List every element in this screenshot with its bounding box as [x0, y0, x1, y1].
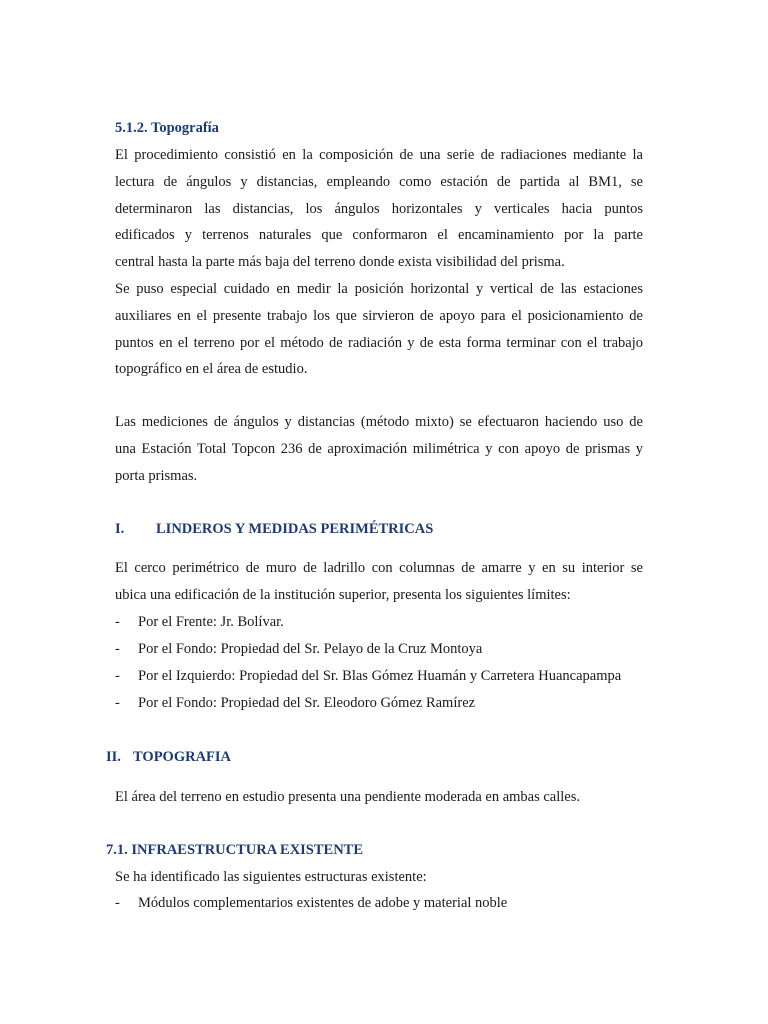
- paragraph-cerco: [115, 555, 643, 609]
- bullet-dash: -: [115, 641, 120, 657]
- bullet-dash: -: [115, 895, 120, 911]
- paragraph-line: porta prismas.: [115, 467, 198, 484]
- paragraph-estructuras: Se ha identificado las siguientes estructuras existente:: [115, 869, 427, 885]
- section-heading-linderos: [115, 520, 433, 538]
- section-title: TOPOGRAFIA: [133, 749, 232, 765]
- section-title: LINDEROS Y MEDIDAS PERIMÉTRICAS: [156, 521, 434, 537]
- list-item-text: Por el Frente: Jr. Bolívar.: [138, 614, 284, 630]
- paragraph-line: ubica una edificación de la institución superior, presenta los siguientes límites:: [115, 586, 571, 603]
- paragraph-line: El cerco perimétrico de muro de ladrillo con columnas de amarre y en su interior se: [115, 560, 643, 576]
- paragraph-line: El procedimiento consistió en la composición de una serie de radiaciones mediante la: [115, 147, 643, 163]
- paragraph-line: topográfico en el área de estudio.: [115, 361, 308, 378]
- section-number: I.: [115, 521, 125, 537]
- paragraph-line: edificados y terrenos naturales que conformaron el encaminamiento por la parte: [115, 227, 643, 244]
- bullet-dash: -: [115, 668, 120, 684]
- paragraph-line: determinaron las distancias, los ángulos horizontales y verticales hacia puntos: [115, 200, 643, 217]
- paragraph-cuidado: [115, 276, 643, 383]
- list-item: [115, 613, 284, 631]
- list-item-text: Módulos complementarios existentes de adobe y material noble: [138, 895, 508, 911]
- paragraph-line: central hasta la parte más baja del terreno donde exista visibilidad del prisma.: [115, 254, 565, 271]
- bullet-dash: -: [115, 614, 120, 630]
- list-item: [115, 640, 482, 658]
- list-item-text: Por el Fondo: Propiedad del Sr. Eleodoro Gómez Ramírez: [138, 695, 476, 711]
- section-heading-topografia-ii: [106, 748, 231, 766]
- list-item: [115, 894, 507, 912]
- list-item: [115, 667, 621, 685]
- section-heading-infraestructura: 7.1. INFRAESTRUCTURA EXISTENTE: [106, 842, 364, 858]
- list-item-text: Por el Fondo: Propiedad del Sr. Pelayo de la Cruz Montoya: [138, 641, 483, 657]
- paragraph-line: lectura de ángulos y distancias, empleando como estación de partida al BM1, se: [115, 173, 643, 190]
- paragraph-line: Se puso especial cuidado en medir la posición horizontal y vertical de las estaciones: [115, 281, 643, 297]
- bullet-dash: -: [115, 695, 120, 711]
- paragraph-line: una Estación Total Topcon 236 de aproximación milimétrica y con apoyo de prismas y: [115, 440, 643, 457]
- paragraph-mediciones: [115, 409, 643, 489]
- section-number: II.: [106, 749, 121, 765]
- paragraph-line: puntos en el terreno por el método de radiación y de esta forma terminar con el trabajo: [115, 334, 643, 351]
- section-heading-topografia: 5.1.2. Topografía: [115, 120, 219, 136]
- paragraph-procedimiento: [115, 142, 643, 276]
- list-item-text: Por el Izquierdo: Propiedad del Sr. Blas Gómez Huamán y Carretera Huancapampa: [138, 668, 622, 684]
- list-item: [115, 694, 475, 712]
- paragraph-line: Las mediciones de ángulos y distancias (método mixto) se efectuaron haciendo uso de: [115, 414, 643, 430]
- paragraph-line: auxiliares en el presente trabajo los que sirvieron de apoyo para el posicionamiento de: [115, 307, 643, 324]
- paragraph-pendiente: El área del terreno en estudio presenta una pendiente moderada en ambas calles.: [115, 789, 580, 805]
